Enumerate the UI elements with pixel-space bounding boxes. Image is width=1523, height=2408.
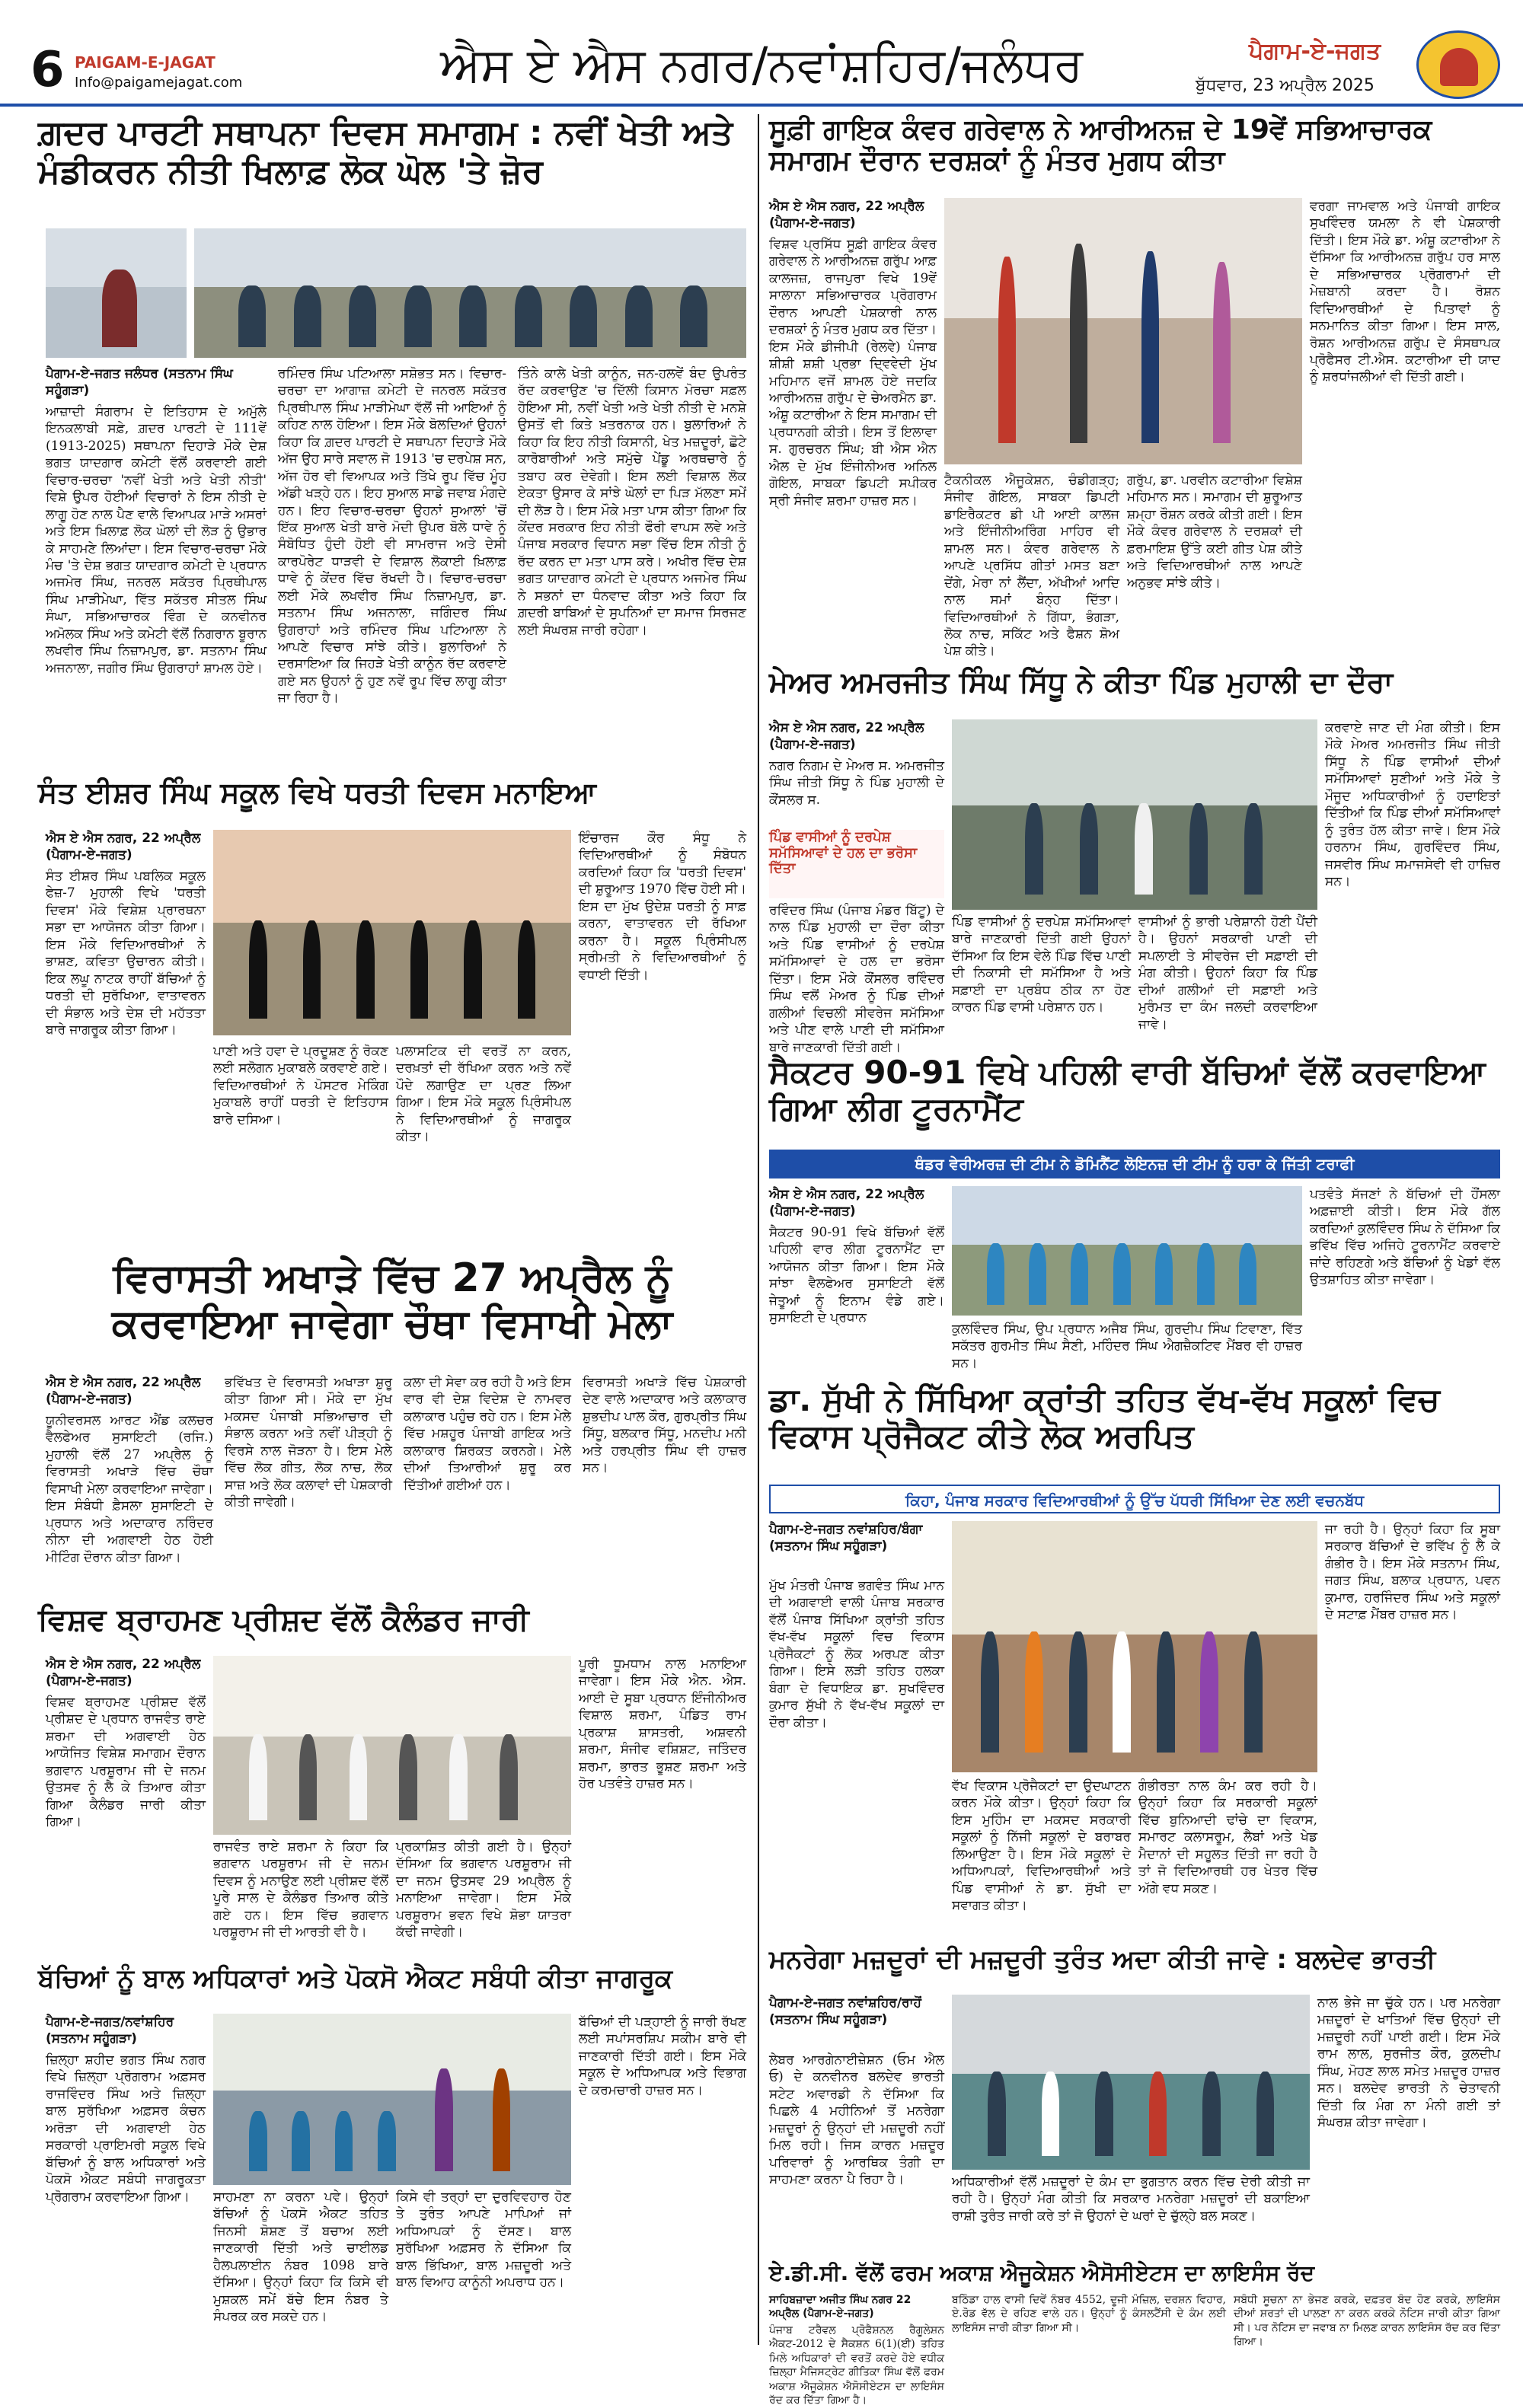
text-mgnrega-col3: ਨਾਲ ਭੇਜੇ ਜਾ ਚੁੱਕੇ ਹਨ। ਪਰ ਮਨਰੇਗਾ ਮਜ਼ਦੂਰਾਂ ਦੇ ਖਾਤਿਆਂ ਵਿੱਚ ਉਨ੍ਹਾਂ ਦੀ ਮਜ਼ਦੂਰੀ ਨਹੀਂ ਪਾਈ ਗਈ। ਇਸ ਮੌਕੇ ਰਾਮ ਲਾਲ, ਸੁਰਜੀਤ ਕੌਰ, ਕੁਲਦੀਪ ਸਿੰਘ, ਮੋਹਣ ਲਾਲ ਸਮੇਤ ਮਜ਼ਦੂਰ ਹਾਜ਼ਰ ਸਨ। ਬਲਦੇਵ ਭਾਰਤੀ ਨੇ ਚੇਤਾਵਨੀ ਦਿੱਤੀ ਕਿ ਮੰਗ ਨਾ ਮੰਨੀ ਗਈ ਤਾਂ ਸੰਘਰਸ਼ ਕੀਤਾ ਜਾਵੇਗਾ। [1317,1995,1500,2131]
column-divider [758,114,759,2345]
brand-name: ਪੈਗਾਮ-ਏ-ਜਗਤ [1249,38,1381,65]
text-sukhi-col1: ਮੁੱਖ ਮੰਤਰੀ ਪੰਜਾਬ ਭਗਵੰਤ ਸਿੰਘ ਮਾਨ ਦੀ ਅਗਵਾਈ ਵਾਲੀ ਪੰਜਾਬ ਸਰਕਾਰ ਵੱਲੋਂ ਪੰਜਾਬ ਸਿੱਖਿਆ ਕ੍ਰਾਂਤੀ ਤਹਿਤ ਵੱਖ-ਵੱਖ ਸਕੂਲਾਂ ਵਿਚ ਵਿਕਾਸ ਪ੍ਰੋਜੈਕਟਾਂ ਨੂੰ ਲੋਕ ਅਰਪਣ ਕੀਤਾ ਗਿਆ। ਇਸੇ ਲੜੀ ਤਹਿਤ ਹਲਕਾ ਬੰਗਾ ਦੇ ਵਿਧਾਇਕ ਡਾ. ਸੁਖਵਿੰਦਰ ਕੁਮਾਰ ਸੁੱਖੀ ਨੇ ਵੱਖ-ਵੱਖ ਸਕੂਲਾਂ ਦਾ ਦੌਰਾ ਕੀਤਾ। [769,1578,944,1730]
text-sufi-col3: ਗਰੁੱਪ, ਡਾ. ਪਰਵੀਨ ਕਟਾਰੀਆ ਵਿਸ਼ੇਸ਼ ਮਹਿਮਾਨ ਸਨ। ਸਮਾਗਮ ਦੀ ਸ਼ੁਰੂਆਤ ਸ਼ਮ੍ਹਾ ਰੌਸ਼ਨ ਕਰਕੇ ਕੀਤੀ ਗਈ। ਇਸ ਮੌਕੇ ਕੰਵਰ ਗਰੇਵਾਲ ਨੇ ਦਰਸ਼ਕਾਂ ਦੀ ਫ਼ਰਮਾਇਸ਼ ਉੱਤੇ ਕਈ ਗੀਤ ਪੇਸ਼ ਕੀਤੇ ਅਤੇ ਵਿਦਿਆਰਥੀਆਂ ਨਾਲ ਆਪਣੇ ਅਨੁਭਵ ਸਾਂਝੇ ਕੀਤੇ। [1127,473,1302,591]
byline-adc: ਸਾਹਿਬਜ਼ਾਦਾ ਅਜੀਤ ਸਿੰਘ ਨਗਰ 22 ਅਪ੍ਰੈਲ (ਪੈਗਾਮ-ਏ-ਜਗਤ) [769,2294,912,2320]
text-ghadar-col1: ਆਜ਼ਾਦੀ ਸੰਗਰਾਮ ਦੇ ਇਤਿਹਾਸ ਦੇ ਅਮੁੱਲੇ ਇਨਕਲਾਬੀ ਸਫ਼ੇ, ਗ਼ਦਰ ਪਾਰਟੀ ਦੇ 111ਵੇਂ (1913-2025) ਸਥਾਪਨਾ ਦਿਹਾੜੇ ਮੌਕੇ ਦੇਸ਼ ਭਗਤ ਯਾਦਗਾਰ ਕਮੇਟੀ ਵੱਲੋਂ ਕਰਵਾਈ ਗਈ ਵਿਚਾਰ-ਚਰਚਾ 'ਨਵੀਂ ਖੇਤੀ ਅਤੇ ਖੇਤੀ ਨੀਤੀ' ਵਿਸ਼ੇ ਉਪਰ ਹੋਈਆਂ ਵਿਚਾਰਾਂ ਨੇ ਇਸ ਨੀਤੀ ਦੇ ਲਾਗੂ ਹੋਣ ਨਾਲ ਪੈਣ ਵਾਲੇ ਵਿਆਪਕ ਮਾੜੇ ਅਸਰਾਂ ਅਤੇ ਇਸ ਖ਼ਿਲਾਫ਼ ਲੋਕ ਘੋਲਾਂ ਦੀ ਲੋੜ ਨੂੰ ਉਭਾਰ ਕੇ ਸਾਹਮਣੇ ਲਿਆਂਦਾ। ਇਸ ਵਿਚਾਰ-ਚਰਚਾ ਮੌਕੇ ਮੰਚ 'ਤੇ ਦੇਸ਼ ਭਗਤ ਯਾਦਗਾਰ ਕਮੇਟੀ ਦੇ ਪ੍ਰਧਾਨ ਅਜਮੇਰ ਸਿੰਘ, ਜਨਰਲ ਸਕੱਤਰ ਪ੍ਰਿਥੀਪਾਲ ਸਿੰਘ ਮਾੜੀਮੇਘਾ, ਵਿੱਤ ਸਕੱਤਰ ਸੀਤਲ ਸਿੰਘ ਸੰਘਾ, ਸਭਿਆਚਾਰਕ ਵਿੰਗ ਦੇ ਕਨਵੀਨਰ ਅਮੋਲਕ ਸਿੰਘ ਅਤੇ ਕਮੇਟੀ ਵੱਲੋਂ ਨਿਗਰਾਨ ਬੂਰਾਨ ਲਖਵੀਰ ਸਿੰਘ ਨਿਜ਼ਾਮਪੁਰ, ਡਾ. ਸਤਨਾਮ ਸਿੰਘ ਅਜਨਾਲਾ, ਜਗੀਰ ਸਿੰਘ ਉਗਰਾਹਾਂ ਸ਼ਾਮਲ ਹੋਏ। [46,404,267,676]
email-link[interactable]: Info@paigamejagat.com [75,75,243,91]
text-earth-col2: ਪਾਣੀ ਅਤੇ ਹਵਾ ਦੇ ਪ੍ਰਦੂਸ਼ਣ ਨੂੰ ਰੋਕਣ ਲਈ ਸਲੋਗਨ ਮੁਕਾਬਲੇ ਕਰਵਾਏ ਗਏ। ਵਿਦਿਆਰਥੀਆਂ ਨੇ ਪੋਸਟਰ ਮੇਕਿੰਗ ਮੁਕਾਬਲੇ ਰਾਹੀਂ ਧਰਤੀ ਦੇ ਇਤਿਹਾਸ ਬਾਰੇ ਦਸਿਆ। [213,1044,388,1127]
subhead-league: ਥੰਡਰ ਵੇਰੀਅਰਜ਼ ਦੀ ਟੀਮ ਨੇ ਡੋਮਿਨੈਂਟ ਲੋਇਨਜ਼ ਦੀ ਟੀਮ ਨੂੰ ਹਰਾ ਕੇ ਜਿੱਤੀ ਟਰਾਫੀ [769,1150,1500,1178]
text-ghadar-col2: ਰਮਿੰਦਰ ਸਿੰਘ ਪਟਿਆਲਾ ਸਸ਼ੋਭਤ ਸਨ। ਵਿਚਾਰ-ਚਰਚਾ ਦਾ ਆਗਾਜ਼ ਕਮੇਟੀ ਦੇ ਜਨਰਲ ਸਕੱਤਰ ਪ੍ਰਿਥੀਪਾਲ ਸਿੰਘ ਮਾੜੀਮੇਘਾ ਵੱਲੋਂ ਜੀ ਆਇਆਂ ਨੂੰ ਕਹਿਣ ਨਾਲ ਹੋਇਆ। ਇਸ ਮੌਕੇ ਬੋਲਦਿਆਂ ਉਹਨਾਂ ਕਿਹਾ ਕਿ ਗ਼ਦਰ ਪਾਰਟੀ ਦੇ ਸਥਾਪਨਾ ਦਿਹਾੜੇ ਮੌਕੇ ਅੱਜ ਉਹ ਸਾਰੇ ਸਵਾਲ ਜੋ 1913 'ਚ ਦਰਪੇਸ਼ ਸਨ, ਅੱਜ ਹੋਰ ਵੀ ਵਿਆਪਕ ਅਤੇ ਤਿੱਖੇ ਰੂਪ ਵਿੱਚ ਮੂੰਹ ਅੱਡੀ ਖੜ੍ਹੇ ਹਨ। ਇਹ ਸੁਆਲ ਸਾਡੇ ਜਵਾਬ ਮੰਗਦੇ ਹਨ। ਇਹ ਵਿਚਾਰ-ਚਰਚਾ ਉਹਨਾਂ ਸੁਆਲਾਂ 'ਚੋਂ ਇੱਕ ਸੁਆਲ ਖੇਤੀ ਬਾਰੇ ਮੋਦੀ ਉਪਰ ਬੋਲੇ ਧਾਵੇ ਨੂੰ ਸੰਬੋਧਿਤ ਹੁੰਦੀ ਹੋਈ ਵੀ ਸਾਮਰਾਜ ਅਤੇ ਦੇਸੀ ਕਾਰਪੋਰੇਟ ਧਾੜਵੀ ਦੇ ਵਿਸ਼ਾਲ ਲੋਕਾਈ ਖ਼ਿਲਾਫ਼ ਧਾਵੇ ਨੂੰ ਕੇਂਦਰ ਵਿੱਚ ਰੱਖਦੀ ਹੈ। ਵਿਚਾਰ-ਚਰਚਾ ਲਈ ਮੌਕੇ ਲਖਵੀਰ ਸਿੰਘ ਨਿਜ਼ਾਮਪੁਰ, ਡਾ. ਸਤਨਾਮ ਸਿੰਘ ਅਜਨਾਲਾ, ਜਗਿੰਦਰ ਸਿੰਘ ਉਗਰਾਹਾਂ ਅਤੇ ਰਮਿੰਦਰ ਸਿੰਘ ਪਟਿਆਲਾ ਨੇ ਆਪਣੇ ਵਿਚਾਰ ਸਾਂਝੇ ਕੀਤੇ। ਬੁਲਾਰਿਆਂ ਨੇ ਦਰਸਾਇਆ ਕਿ ਜਿਹੜੇ ਖੇਤੀ ਕਾਨੂੰਨ ਰੱਦ ਕਰਵਾਏ ਗਏ ਸਨ ਉਹਨਾਂ ਨੂੰ ਹੁਣ ਨਵੇਂ ਰੂਪ ਵਿੱਚ ਲਾਗੂ ਕੀਤਾ ਜਾ ਰਿਹਾ ਹੈ। [278,366,506,706]
text-earth-col1: ਸੰਤ ਈਸ਼ਰ ਸਿੰਘ ਪਬਲਿਕ ਸਕੂਲ ਫੇਜ਼-7 ਮੁਹਾਲੀ ਵਿਖੇ 'ਧਰਤੀ ਦਿਵਸ' ਮੌਕੇ ਵਿਸ਼ੇਸ਼ ਪ੍ਰਾਰਥਨਾ ਸਭਾ ਦਾ ਆਯੋਜਨ ਕੀਤਾ ਗਿਆ। ਇਸ ਮੌਕੇ ਵਿਦਿਆਰਥੀਆਂ ਨੇ ਭਾਸ਼ਣ, ਕਵਿਤਾ ਉਚਾਰਨ ਕੀਤੀ। ਇਕ ਲਘੂ ਨਾਟਕ ਰਾਹੀਂ ਬੱਚਿਆਂ ਨੂੰ ਧਰਤੀ ਦੀ ਸੁਰੱਖਿਆ, ਵਾਤਾਵਰਨ ਦੀ ਸੰਭਾਲ ਅਤੇ ਦੇਸ਼ ਦੀ ਮਹੱਤਤਾ ਬਾਰੇ ਜਾਗਰੂਕ ਕੀਤਾ ਗਿਆ। [46,869,206,1038]
text-calendar-col1: ਵਿਸ਼ਵ ਬ੍ਰਾਹਮਣ ਪ੍ਰੀਸ਼ਦ ਵੱਲੋਂ ਪ੍ਰੀਸ਼ਦ ਦੇ ਪ੍ਰਧਾਨ ਰਾਜਵੰਤ ਰਾਏ ਸ਼ਰਮਾ ਦੀ ਅਗਵਾਈ ਹੇਠ ਆਯੋਜਿਤ ਵਿਸ਼ੇਸ਼ ਸਮਾਗਮ ਦੌਰਾਨ ਭਗਵਾਨ ਪਰਸ਼ੂਰਾਮ ਜੀ ਦੇ ਜਨਮ ਉਤਸਵ ਨੂੰ ਲੈ ਕੇ ਤਿਆਰ ਕੀਤਾ ਗਿਆ ਕੈਲੰਡਰ ਜਾਰੀ ਕੀਤਾ ਗਿਆ। [46,1695,206,1830]
headline-earth-day: ਸੰਤ ਈਸ਼ਰ ਸਿੰਘ ਸਕੂਲ ਵਿਖੇ ਧਰਤੀ ਦਿਵਸ ਮਨਾਇਆ [38,776,596,809]
photo-pocso-class [213,2014,571,2185]
text-adc-col3: ਸਬੰਧੀ ਸੂਚਨਾ ਨਾ ਭੇਜਣ ਕਰਕੇ, ਦਫ਼ਤਰ ਬੰਦ ਹੋਣ ਕਰਕੇ, ਲਾਇਸੰਸ ਦੀਆਂ ਸ਼ਰਤਾਂ ਦੀ ਪਾਲਣਾ ਨਾ ਕਰਨ ਕਰਕੇ ਨੋਟਿਸ ਜਾਰੀ ਕੀਤਾ ਗਿਆ ਸੀ। ਪਰ ਨੋਟਿਸ ਦਾ ਜਵਾਬ ਨਾ ਮਿਲਣ ਕਾਰਨ ਲਾਇਸੰਸ ਰੱਦ ਕਰ ਦਿੱਤਾ ਗਿਆ। [1234,2294,1500,2349]
text-league-col3: ਪਤਵੰਤੇ ਸੱਜਣਾਂ ਨੇ ਬੱਚਿਆਂ ਦੀ ਹੌਂਸਲਾ ਅਫ਼ਜ਼ਾਈ ਕੀਤੀ। ਇਸ ਮੌਕੇ ਗੱਲ ਕਰਦਿਆਂ ਕੁਲਵਿੰਦਰ ਸਿੰਘ ਨੇ ਦੱਸਿਆ ਕਿ ਭਵਿੱਖ ਵਿੱਚ ਅਜਿਹੇ ਟੂਰਨਾਮੈਂਟ ਕਰਵਾਏ ਜਾਂਦੇ ਰਹਿਣਗੇ ਅਤੇ ਬੱਚਿਆਂ ਨੂੰ ਖੇਡਾਂ ਵੱਲ ਉਤਸ਼ਾਹਿਤ ਕੀਤਾ ਜਾਵੇਗਾ। [1310,1187,1500,1288]
text-earth-col4: ਇੰਚਾਰਜ ਕੌਰ ਸੰਧੂ ਨੇ ਵਿਦਿਆਰਥੀਆਂ ਨੂੰ ਸੰਬੋਧਨ ਕਰਦਿਆਂ ਕਿਹਾ ਕਿ 'ਧਰਤੀ ਦਿਵਸ' ਦੀ ਸ਼ੁਰੂਆਤ 1970 ਵਿੱਚ ਹੋਈ ਸੀ। ਇਸ ਦਾ ਮੁੱਖ ਉਦੇਸ਼ ਧਰਤੀ ਨੂੰ ਸਾਫ਼ ਕਰਨਾ, ਵਾਤਾਵਰਨ ਦੀ ਰੱਖਿਆ ਕਰਨਾ ਹੈ। ਸਕੂਲ ਪ੍ਰਿੰਸੀਪਲ ਸ੍ਰੀਮਤੀ ਨੇ ਵਿਦਿਆਰਥੀਆਂ ਨੂੰ ਵਧਾਈ ਦਿੱਤੀ। [579,831,746,983]
photo-speaker [46,228,187,358]
headline-league-tournament: ਸੈਕਟਰ 90-91 ਵਿਖੇ ਪਹਿਲੀ ਵਾਰੀ ਬੱਚਿਆਂ ਵੱਲੋਂ ਕਰਵਾਇਆ ਗਿਆ ਲੀਗ ਟੂਰਨਾਮੈਂਟ [769,1054,1486,1128]
text-calendar-col3: ਪ੍ਰਕਾਸ਼ਿਤ ਕੀਤੀ ਗਈ ਹੈ। ਉਨ੍ਹਾਂ ਦੱਸਿਆ ਕਿ ਭਗਵਾਨ ਪਰਸ਼ੂਰਾਮ ਜੀ ਦਾ ਜਨਮ ਉਤਸਵ 29 ਅਪ੍ਰੈਲ ਨੂੰ ਮਨਾਇਆ ਜਾਵੇਗਾ। ਇਸ ਮੌਕੇ ਪਰਸ਼ੂਰਾਮ ਭਵਨ ਵਿਖੇ ਸ਼ੋਭਾ ਯਾਤਰਾ ਕੱਢੀ ਜਾਵੇਗੀ। [396,1839,571,1941]
text-sukhi-col3: ਗੰਭੀਰਤਾ ਨਾਲ ਕੰਮ ਕਰ ਰਹੀ ਹੈ। ਉਨ੍ਹਾਂ ਕਿਹਾ ਕਿ ਸਰਕਾਰੀ ਸਕੂਲਾਂ ਵਿੱਚ ਬੁਨਿਆਦੀ ਢਾਂਚੇ ਦਾ ਵਿਕਾਸ, ਸਮਾਰਟ ਕਲਾਸਰੂਮ, ਲੈਬਾਂ ਅਤੇ ਖੇਡ ਮੈਦਾਨਾਂ ਦੀ ਸਹੂਲਤ ਦਿੱਤੀ ਜਾ ਰਹੀ ਹੈ ਤਾਂ ਜੋ ਵਿਦਿਆਰਥੀ ਹਰ ਖੇਤਰ ਵਿੱਚ ਅੱਗੇ ਵਧ ਸਕਣ। [1138,1778,1317,1896]
text-mgnrega-col1: ਲੇਬਰ ਆਰਗੇਨਾਈਜ਼ੇਸ਼ਨ (ਓਮ ਐਲ ਓ) ਦੇ ਕਨਵੀਨਰ ਬਲਦੇਵ ਭਾਰਤੀ ਸਟੇਟ ਅਵਾਰਡੀ ਨੇ ਦੱਸਿਆ ਕਿ ਪਿਛਲੇ 4 ਮਹੀਨਿਆਂ ਤੋਂ ਮਨਰੇਗਾ ਮਜ਼ਦੂਰਾਂ ਨੂੰ ਉਨ੍ਹਾਂ ਦੀ ਮਜ਼ਦੂਰੀ ਨਹੀਂ ਮਿਲ ਰਹੀ। ਜਿਸ ਕਾਰਨ ਮਜ਼ਦੂਰ ਪਰਿਵਾਰਾਂ ਨੂੰ ਆਰਥਿਕ ਤੰਗੀ ਦਾ ਸਾਹਮਣਾ ਕਰਨਾ ਪੈ ਰਿਹਾ ਹੈ। [769,2052,944,2188]
text-mgnrega-col2: ਅਧਿਕਾਰੀਆਂ ਵੱਲੋਂ ਮਜ਼ਦੂਰਾਂ ਦੇ ਕੰਮ ਦਾ ਭੁਗਤਾਨ ਕਰਨ ਵਿੱਚ ਦੇਰੀ ਕੀਤੀ ਜਾ ਰਹੀ ਹੈ। ਉਨ੍ਹਾਂ ਮੰਗ ਕੀਤੀ ਕਿ ਸਰਕਾਰ ਮਨਰੇਗਾ ਮਜ਼ਦੂਰਾਂ ਦੀ ਬਕਾਇਆ ਰਾਸ਼ੀ ਤੁਰੰਤ ਜਾਰੀ ਕਰੇ ਤਾਂ ਜੋ ਉਹਨਾਂ ਦੇ ਘਰਾਂ ਦੇ ਚੁੱਲ੍ਹੇ ਬਲ ਸਕਣ। [952,2174,1310,2224]
text-ghadar-col3: ਤਿੰਨੇ ਕਾਲੇ ਖੇਤੀ ਕਾਨੂੰਨ, ਜਨ-ਹਲਵੇਂ ਬੰਦ ਉਪਰੰਤ ਰੱਦ ਕਰਵਾਉਣ 'ਚ ਦਿੱਲੀ ਕਿਸਾਨ ਮੋਰਚਾ ਸਫ਼ਲ ਹੋਇਆ ਸੀ, ਨਵੀਂ ਖੇਤੀ ਅਤੇ ਖੇਤੀ ਨੀਤੀ ਦੇ ਮਨਸ਼ੇ ਉਸਤੋਂ ਵੀ ਕਿਤੇ ਖ਼ਤਰਨਾਕ ਹਨ। ਬੁਲਾਰਿਆਂ ਨੇ ਕਿਹਾ ਕਿ ਇਹ ਨੀਤੀ ਕਿਸਾਨੀ, ਖੇਤ ਮਜ਼ਦੂਰਾਂ, ਛੋਟੇ ਕਾਰੋਬਾਰੀਆਂ ਅਤੇ ਸਮੁੱਚੇ ਪੇਂਡੂ ਅਰਥਚਾਰੇ ਨੂੰ ਤਬਾਹ ਕਰ ਦੇਵੇਗੀ। ਇਸ ਲਈ ਵਿਸ਼ਾਲ ਲੋਕ ਏਕਤਾ ਉਸਾਰ ਕੇ ਸਾਂਝੇ ਘੋਲਾਂ ਦਾ ਪਿੜ ਮੱਲਣਾ ਸਮੇਂ ਦੀ ਲੋੜ ਹੈ। ਇਸ ਮੌਕੇ ਮਤਾ ਪਾਸ ਕੀਤਾ ਗਿਆ ਕਿ ਕੇਂਦਰ ਸਰਕਾਰ ਇਹ ਨੀਤੀ ਫੌਰੀ ਵਾਪਸ ਲਵੇ ਅਤੇ ਪੰਜਾਬ ਸਰਕਾਰ ਵਿਧਾਨ ਸਭਾ ਵਿੱਚ ਇਸ ਨੀਤੀ ਨੂੰ ਰੱਦ ਕਰਨ ਦਾ ਮਤਾ ਪਾਸ ਕਰੇ। ਅਖੀਰ ਵਿੱਚ ਦੇਸ਼ ਭਗਤ ਯਾਦਗਾਰ ਕਮੇਟੀ ਦੇ ਪ੍ਰਧਾਨ ਅਜਮੇਰ ਸਿੰਘ ਨੇ ਸਭਨਾਂ ਦਾ ਧੰਨਵਾਦ ਕੀਤਾ ਅਤੇ ਕਿਹਾ ਕਿ ਗ਼ਦਰੀ ਬਾਬਿਆਂ ਦੇ ਸੁਪਨਿਆਂ ਦਾ ਸਮਾਜ ਸਿਰਜਣ ਲਈ ਸੰਘਰਸ਼ ਜਾਰੀ ਰਹੇਗਾ। [518,366,746,638]
text-adc-col2: ਬਠਿੰਡਾ ਹਾਲ ਵਾਸੀ ਦਿਵੇਂ ਨੰਬਰ 4552, ਦੂਜੀ ਮੰਜ਼ਿਲ, ਦਰਸ਼ਨ ਵਿਹਾਰ, ਏ.ਰੋਡ ਵੱਲ ਦੇ ਰਹਿਣ ਵਾਲੇ ਹਨ। ਉਨ੍ਹਾਂ ਨੂੰ ਕੰਸਲਟੈਂਸੀ ਦੇ ਕੰਮ ਲਈ ਲਾਇਸੰਸ ਜਾਰੀ ਕੀਤਾ ਗਿਆ ਸੀ। [952,2294,1226,2334]
photo-mgnrega [952,1995,1310,2170]
byline-pocso: ਪੈਗਾਮ-ਏ-ਜਗਤ/ਨਵਾਂਸ਼ਹਿਰ (ਸਤਨਾਮ ਸਹੂੰਗੜਾ) [46,2014,174,2047]
text-sufi-col4: ਵਰਗਾ ਜਾਮਵਾਲ ਅਤੇ ਪੰਜਾਬੀ ਗਾਇਕ ਸੁਖਵਿੰਦਰ ਯਮਲਾ ਨੇ ਵੀ ਪੇਸ਼ਕਾਰੀ ਦਿੱਤੀ। ਇਸ ਮੌਕੇ ਡਾ. ਅੰਸ਼ੂ ਕਟਾਰੀਆ ਨੇ ਦੱਸਿਆ ਕਿ ਆਰੀਅਨਜ਼ ਗਰੁੱਪ ਹਰ ਸਾਲ ਦੇ ਸਭਿਆਚਾਰਕ ਪ੍ਰੋਗਰਾਮਾਂ ਦੀ ਮੇਜ਼ਬਾਨੀ ਕਰਦਾ ਹੈ। ਰੋਸ਼ਨ ਵਿਦਿਆਰਥੀਆਂ ਦੇ ਪਿਤਾਵਾਂ ਨੂੰ ਸਨਮਾਨਿਤ ਕੀਤਾ ਗਿਆ। ਇਸ ਸਾਲ, ਰੋਸ਼ਨ ਆਰੀਅਨਜ਼ ਗਰੁੱਪ ਦੇ ਸੰਸਥਾਪਕ ਪ੍ਰੋਫੈਸਰ ਟੀ.ਐਸ. ਕਟਾਰੀਆ ਦੀ ਯਾਦ ਨੂੰ ਸ਼ਰਧਾਂਜਲੀਆਂ ਵੀ ਦਿੱਤੀ ਗਈ। [1310,199,1500,385]
text-sufi-col1: ਵਿਸ਼ਵ ਪ੍ਰਸਿੱਧ ਸੂਫ਼ੀ ਗਾਇਕ ਕੰਵਰ ਗਰੇਵਾਲ ਨੇ ਆਰੀਅਨਜ਼ ਗਰੁੱਪ ਆਫ਼ ਕਾਲਜਜ਼, ਰਾਜਪੁਰਾ ਵਿਖੇ 19ਵੇਂ ਸਾਲਾਨਾ ਸਭਿਆਚਾਰਕ ਪ੍ਰੋਗਰਾਮ ਦੌਰਾਨ ਆਪਣੀ ਪੇਸ਼ਕਾਰੀ ਨਾਲ ਦਰਸ਼ਕਾਂ ਨੂੰ ਮੰਤਰ ਮੁਗਧ ਕਰ ਦਿੱਤਾ। ਇਸ ਮੌਕੇ ਡੀਜੀਪੀ (ਰੇਲਵੇ) ਪੰਜਾਬ ਸ਼ੀਸ਼ੀ ਸ਼ਸ਼ੀ ਪ੍ਰਭਾ ਦ੍ਵਿਵੇਦੀ ਮੁੱਖ ਮਹਿਮਾਨ ਵਜੋਂ ਸ਼ਾਮਲ ਹੋਏ ਜਦਕਿ ਆਰੀਅਨਜ਼ ਗਰੁੱਪ ਦੇ ਚੇਅਰਮੈਨ ਡਾ. ਅੰਸ਼ੂ ਕਟਾਰੀਆ ਨੇ ਇਸ ਸਮਾਗਮ ਦੀ ਪ੍ਰਧਾਨਗੀ ਕੀਤੀ। ਇਸ ਤੋਂ ਇਲਾਵਾ ਸ. ਗੁਰਚਰਨ ਸਿੰਘ; ਬੀ ਐਸ ਐਨ ਐਲ ਦੇ ਮੁੱਖ ਇੰਜੀਨੀਅਰ ਅਨਿਲ ਗੋਇਲ, ਸਾਬਕਾ ਡਿਪਟੀ ਸਪੀਕਰ ਸ੍ਰੀ ਸੰਜੀਵ ਸ਼ਰਮਾ ਹਾਜ਼ਰ ਸਨ। [769,237,937,509]
photo-calendar-release [213,1656,571,1835]
text-vaisakhi-col2: ਭਵਿੱਖਤ ਦੇ ਵਿਰਾਸਤੀ ਅਖਾੜਾ ਸ਼ੁਰੂ ਕੀਤਾ ਗਿਆ ਸੀ। ਮੌਕੇ ਦਾ ਮੁੱਖ ਮਕਸਦ ਪੰਜਾਬੀ ਸਭਿਆਚਾਰ ਦੀ ਸੰਭਾਲ ਕਰਨਾ ਅਤੇ ਨਵੀਂ ਪੀੜ੍ਹੀ ਨੂੰ ਵਿਰਸੇ ਨਾਲ ਜੋੜਨਾ ਹੈ। ਇਸ ਮੇਲੇ ਵਿੱਚ ਲੋਕ ਗੀਤ, ਲੋਕ ਨਾਚ, ਲੋਕ ਸਾਜ਼ ਅਤੇ ਲੋਕ ਕਲਾਵਾਂ ਦੀ ਪੇਸ਼ਕਾਰੀ ਕੀਤੀ ਜਾਵੇਗੀ। [225,1375,392,1510]
text-mayor-col2: ਪਿੰਡ ਵਾਸੀਆਂ ਨੂੰ ਦਰਪੇਸ਼ ਸਮੱਸਿਆਵਾਂ ਬਾਰੇ ਜਾਣਕਾਰੀ ਦਿੱਤੀ ਗਈ ਉਹਨਾਂ ਦੱਸਿਆ ਕਿ ਇਸ ਵੇਲੇ ਪਿੰਡ ਵਿੱਚ ਪਾਣੀ ਦੀ ਨਿਕਾਸੀ ਦੀ ਸਮੱਸਿਆ ਹੈ ਅਤੇ ਸਫ਼ਾਈ ਦਾ ਪ੍ਰਬੰਧ ਠੀਕ ਨਾ ਹੋਣ ਕਾਰਨ ਪਿੰਡ ਵਾਸੀ ਪਰੇਸ਼ਾਨ ਹਨ। [952,914,1131,1016]
photo-dr-sukhi [952,1521,1317,1772]
text-adc-col1: ਪੰਜਾਬ ਟਰੈਵਲ ਪ੍ਰੋਫੈਸ਼ਨਲ ਰੈਗੂਲੇਸ਼ਨ ਐਕਟ-2012 ਦੇ ਸੈਕਸ਼ਨ 6(1)(ਈ) ਤਹਿਤ ਮਿਲੇ ਅਧਿਕਾਰਾਂ ਦੀ ਵਰਤੋਂ ਕਰਦੇ ਹੋਏ ਵਧੀਕ ਜ਼ਿਲ੍ਹਾ ਮੈਜਿਸਟ੍ਰੇਟ ਗੀਤਿਕਾ ਸਿੰਘ ਵੱਲੋਂ ਫਰਮ ਅਕਾਸ਼ ਐਜੂਕੇਸ਼ਨ ਐਸੋਸੀਏਟਸ ਦਾ ਲਾਇਸੰਸ ਰੱਦ ਕਰ ਦਿੱਤਾ ਗਿਆ ਹੈ। [769,2324,944,2407]
byline-earth-day: ਐਸ ਏ ਐਸ ਨਗਰ, 22 ਅਪ੍ਰੈਲ (ਪੈਗਾਮ-ਏ-ਜਗਤ) [46,831,201,863]
photo-audience [194,228,746,358]
kicker-mayor: ਪਿੰਡ ਵਾਸੀਆਂ ਨੂੰ ਦਰਪੇਸ਼ ਸਮੱਸਿਆਵਾਂ ਦੇ ਹਲ ਦਾ ਭਰੋਸਾ ਦਿੱਤਾ [769,830,944,898]
text-pocso-col1: ਜ਼ਿਲ੍ਹਾ ਸ਼ਹੀਦ ਭਗਤ ਸਿੰਘ ਨਗਰ ਵਿਖੇ ਜ਼ਿਲ੍ਹਾ ਪ੍ਰੋਗਰਾਮ ਅਫ਼ਸਰ ਰਾਜਵਿੰਦਰ ਸਿੰਘ ਅਤੇ ਜ਼ਿਲ੍ਹਾ ਬਾਲ ਸੁਰੱਖਿਆ ਅਫ਼ਸਰ ਕੰਚਨ ਅਰੋੜਾ ਦੀ ਅਗਵਾਈ ਹੇਠ ਸਰਕਾਰੀ ਪ੍ਰਾਇਮਰੀ ਸਕੂਲ ਵਿਖੇ ਬੱਚਿਆਂ ਨੂੰ ਬਾਲ ਅਧਿਕਾਰਾਂ ਅਤੇ ਪੋਕਸੋ ਐਕਟ ਸਬੰਧੀ ਜਾਗਰੂਕਤਾ ਪ੍ਰੋਗਰਾਮ ਕਰਵਾਇਆ ਗਿਆ। [46,2052,206,2205]
text-sufi-col2: ਟੈਕਨੀਕਲ ਐਜੂਕੇਸ਼ਨ, ਚੰਡੀਗੜ੍ਹ; ਸੰਜੀਵ ਗੋਇਲ, ਸਾਬਕਾ ਡਿਪਟੀ ਡਾਇਰੈਕਟਰ ਡੀ ਪੀ ਆਈ ਕਾਲਜ ਅਤੇ ਇੰਜੀਨੀਅਰਿੰਗ ਮਾਹਿਰ ਵੀ ਸ਼ਾਮਲ ਸਨ। ਕੰਵਰ ਗਰੇਵਾਲ ਨੇ ਆਪਣੇ ਪ੍ਰਸਿੱਧ ਗੀਤਾਂ ਮਸਤ ਬਣਾ ਦੇਂਗੇ, ਮੇਰਾ ਨਾਂ ਲੈਂਦਾ, ਅੱਖੀਆਂ ਆਦਿ ਨਾਲ ਸਮਾਂ ਬੰਨ੍ਹ ਦਿੱਤਾ। ਵਿਦਿਆਰਥੀਆਂ ਨੇ ਗਿੱਧਾ, ਭੰਗੜਾ, ਲੋਕ ਨਾਚ, ਸਕਿੱਟ ਅਤੇ ਫੈਸ਼ਨ ਸ਼ੋਅ ਪੇਸ਼ ਕੀਤੇ। [944,473,1119,659]
photo-mayor-visit [952,719,1317,910]
text-earth-col3: ਪਲਾਸਟਿਕ ਦੀ ਵਰਤੋਂ ਨਾ ਕਰਨ, ਦਰਖ਼ਤਾਂ ਦੀ ਰੱਖਿਆ ਕਰਨ ਅਤੇ ਨਵੇਂ ਪੌਦੇ ਲਗਾਉਣ ਦਾ ਪ੍ਰਣ ਲਿਆ ਗਿਆ। ਇਸ ਮੌਕੇ ਸਕੂਲ ਪ੍ਰਿੰਸੀਪਲ ਨੇ ਵਿਦਿਆਰਥੀਆਂ ਨੂੰ ਜਾਗਰੂਕ ਕੀਤਾ। [396,1044,571,1145]
page-number: 6 [30,42,65,98]
paper-name-small: PAIGAM-E-JAGAT [75,53,216,72]
text-vaisakhi-col3: ਕਲਾ ਦੀ ਸੇਵਾ ਕਰ ਰਹੀ ਹੈ ਅਤੇ ਇਸ ਵਾਰ ਵੀ ਦੇਸ਼ ਵਿਦੇਸ਼ ਦੇ ਨਾਮਵਰ ਕਲਾਕਾਰ ਪਹੁੰਚ ਰਹੇ ਹਨ। ਇਸ ਮੇਲੇ ਵਿੱਚ ਮਸ਼ਹੂਰ ਪੰਜਾਬੀ ਗਾਇਕ ਅਤੇ ਕਲਾਕਾਰ ਸ਼ਿਰਕਤ ਕਰਨਗੇ। ਮੇਲੇ ਦੀਆਂ ਤਿਆਰੀਆਂ ਸ਼ੁਰੂ ਕਰ ਦਿੱਤੀਆਂ ਗਈਆਂ ਹਨ। [404,1375,571,1493]
text-league-col1: ਸੈਕਟਰ 90-91 ਵਿਖੇ ਬੱਚਿਆਂ ਵੱਲੋਂ ਪਹਿਲੀ ਵਾਰ ਲੀਗ ਟੂਰਨਾਮੈਂਟ ਦਾ ਆਯੋਜਨ ਕੀਤਾ ਗਿਆ। ਇਸ ਮੌਕੇ ਸਾਂਝਾ ਵੈਲਫੇਅਰ ਸੁਸਾਇਟੀ ਵੱਲੋਂ ਜੇਤੂਆਂ ਨੂੰ ਇਨਾਮ ਵੰਡੇ ਗਏ। ਸੁਸਾਇਟੀ ਦੇ ਪ੍ਰਧਾਨ [769,1225,944,1326]
photo-earth-day [213,830,571,1035]
byline-sufi-singer: ਐਸ ਏ ਐਸ ਨਗਰ, 22 ਅਪ੍ਰੈਲ (ਪੈਗਾਮ-ਏ-ਜਗਤ) [769,199,924,231]
text-mayor-intro: ਨਗਰ ਨਿਗਮ ਦੇ ਮੇਅਰ ਸ. ਅਮਰਜੀਤ ਸਿੰਘ ਜੀਤੀ ਸਿੱਧੂ ਨੇ ਪਿੰਡ ਮੁਹਾਲੀ ਦੇ ਕੌਂਸਲਰ ਸ. [769,758,944,808]
byline-mgnrega: ਪੈਗਾਮ-ਏ-ਜਗਤ ਨਵਾਂਸ਼ਹਿਰ/ਰਾਹੋਂ (ਸਤਨਾਮ ਸਿੰਘ ਸਹੂੰਗੜਾ) [769,1995,921,2028]
paper-logo-icon [1416,30,1500,99]
headline-mayor-visit: ਮੇਅਰ ਅਮਰਜੀਤ ਸਿੰਘ ਸਿੱਧੂ ਨੇ ਕੀਤਾ ਪਿੰਡ ਮੁਹਾਲੀ ਦਾ ਦੌਰਾ [769,665,1394,699]
text-sukhi-col4: ਜਾ ਰਹੀ ਹੈ। ਉਨ੍ਹਾਂ ਕਿਹਾ ਕਿ ਸੂਬਾ ਸਰਕਾਰ ਬੱਚਿਆਂ ਦੇ ਭਵਿੱਖ ਨੂੰ ਲੈ ਕੇ ਗੰਭੀਰ ਹੈ। ਇਸ ਮੌਕੇ ਸਤਨਾਮ ਸਿੰਘ, ਜਗਤ ਸਿੰਘ, ਬਲਾਕ ਪ੍ਰਧਾਨ, ਪਵਨ ਕੁਮਾਰ, ਹਰਜਿੰਦਰ ਸਿੰਘ ਅਤੇ ਸਕੂਲਾਂ ਦੇ ਸਟਾਫ਼ ਮੈਂਬਰ ਹਾਜ਼ਰ ਸਨ। [1325,1522,1500,1623]
headline-dr-sukhi: ਡਾ. ਸੁੱਖੀ ਨੇ ਸਿੱਖਿਆ ਕ੍ਰਾਂਤੀ ਤਹਿਤ ਵੱਖ-ਵੱਖ ਸਕੂਲਾਂ ਵਿਚ ਵਿਕਾਸ ਪ੍ਰੋਜੈਕਟ ਕੀਤੇ ਲੋਕ ਅਰਪਿਤ [769,1381,1440,1456]
byline-ghadar: ਪੈਗਾਮ-ਏ-ਜਗਤ ਜਲੰਧਰ (ਸਤਨਾਮ ਸਿੰਘ ਸਹੂੰਗੜਾ) [46,366,233,399]
byline-vaisakhi: ਐਸ ਏ ਐਸ ਨਗਰ, 22 ਅਪ੍ਰੈਲ (ਪੈਗਾਮ-ਏ-ਜਗਤ) [46,1375,201,1408]
byline-calendar: ਐਸ ਏ ਐਸ ਨਗਰ, 22 ਅਪ੍ਰੈਲ (ਪੈਗਾਮ-ਏ-ਜਗਤ) [46,1657,201,1689]
region-title: ਐਸ ਏ ਐਸ ਨਗਰ/ਨਵਾਂਸ਼ਹਿਰ/ਜਲੰਧਰ [439,37,1084,92]
text-pocso-col3: ਕਿਸੇ ਵੀ ਤਰ੍ਹਾਂ ਦਾ ਦੁਰਵਿਵਹਾਰ ਹੋਣ ਤੇ ਤੁਰੰਤ ਆਪਣੇ ਮਾਪਿਆਂ ਜਾਂ ਅਧਿਆਪਕਾਂ ਨੂੰ ਦੱਸਣ। ਬਾਲ ਸੁਰੱਖਿਆ ਅਫ਼ਸਰ ਨੇ ਦੱਸਿਆ ਕਿ ਬਾਲ ਭਿੱਖਿਆ, ਬਾਲ ਮਜ਼ਦੂਰੀ ਅਤੇ ਬਾਲ ਵਿਆਹ ਕਾਨੂੰਨੀ ਅਪਰਾਧ ਹਨ। [396,2190,571,2291]
text-mayor-col3: ਵਾਸੀਆਂ ਨੂੰ ਭਾਰੀ ਪਰੇਸ਼ਾਨੀ ਹੋਣੀ ਪੈਂਦੀ ਹੈ। ਉਹਨਾਂ ਸਰਕਾਰੀ ਪਾਣੀ ਦੀ ਸਪਲਾਈ ਤੇ ਸੀਵਰੇਜ ਦੀ ਸਫ਼ਾਈ ਦੀ ਮੰਗ ਕੀਤੀ। ਉਹਨਾਂ ਕਿਹਾ ਕਿ ਪਿੰਡ ਦੀਆਂ ਗਲੀਆਂ ਦੀ ਸਫ਼ਾਈ ਅਤੇ ਮੁਰੰਮਤ ਦਾ ਕੰਮ ਜਲਦੀ ਕਰਵਾਇਆ ਜਾਵੇ। [1138,914,1317,1032]
headline-mgnrega: ਮਨਰੇਗਾ ਮਜ਼ਦੂਰਾਂ ਦੀ ਮਜ਼ਦੂਰੀ ਤੁਰੰਤ ਅਦਾ ਕੀਤੀ ਜਾਵੇ : ਬਲਦੇਵ ਭਾਰਤੀ [769,1944,1436,1975]
issue-date: ਬੁੱਧਵਾਰ, 23 ਅਪ੍ਰੈਲ 2025 [1196,76,1375,95]
text-calendar-col2: ਰਾਜਵੰਤ ਰਾਏ ਸ਼ਰਮਾ ਨੇ ਕਿਹਾ ਕਿ ਭਗਵਾਨ ਪਰਸ਼ੂਰਾਮ ਜੀ ਦੇ ਜਨਮ ਦਿਵਸ ਨੂੰ ਮਨਾਉਣ ਲਈ ਪ੍ਰੀਸ਼ਦ ਵੱਲੋਂ ਪੂਰੇ ਸਾਲ ਦੇ ਕੈਲੰਡਰ ਤਿਆਰ ਕੀਤੇ ਗਏ ਹਨ। ਇਸ ਵਿੱਚ ਭਗਵਾਨ ਪਰਸ਼ੂਰਾਮ ਜੀ ਦੀ ਆਰਤੀ ਵੀ ਹੈ। [213,1839,388,1941]
text-calendar-col4: ਪੂਰੀ ਧੂਮਧਾਮ ਨਾਲ ਮਨਾਇਆ ਜਾਵੇਗਾ। ਇਸ ਮੌਕੇ ਐਨ. ਐਸ. ਆਈ ਦੇ ਸੂਬਾ ਪ੍ਰਧਾਨ ਇੰਜੀਨੀਅਰ ਵਿਸ਼ਾਲ ਸ਼ਰਮਾ, ਪੰਡਿਤ ਰਾਮ ਪ੍ਰਕਾਸ਼ ਸ਼ਾਸਤਰੀ, ਅਸ਼ਵਨੀ ਸ਼ਰਮਾ, ਸੰਜੀਵ ਵਸ਼ਿਸ਼ਟ, ਜਤਿੰਦਰ ਸ਼ਰਮਾ, ਭਾਰਤ ਭੂਸ਼ਣ ਸ਼ਰਮਾ ਅਤੇ ਹੋਰ ਪਤਵੰਤੇ ਹਾਜ਼ਰ ਸਨ। [579,1657,746,1792]
subhead-dr-sukhi: ਕਿਹਾ, ਪੰਜਾਬ ਸਰਕਾਰ ਵਿਦਿਆਰਥੀਆਂ ਨੂੰ ਉੱਚ ਪੱਧਰੀ ਸਿੱਖਿਆ ਦੇਣ ਲਈ ਵਚਨਬੱਧ [769,1485,1500,1513]
photo-sufi-singer [944,198,1302,464]
byline-dr-sukhi: ਪੈਗਾਮ-ਏ-ਜਗਤ ਨਵਾਂਸ਼ਹਿਰ/ਬੰਗਾ (ਸਤਨਾਮ ਸਿੰਘ ਸਹੂੰਗੜਾ) [769,1522,923,1555]
text-mayor-col4: ਕਰਵਾਏ ਜਾਣ ਦੀ ਮੰਗ ਕੀਤੀ। ਇਸ ਮੌਕੇ ਮੇਅਰ ਅਮਰਜੀਤ ਸਿੰਘ ਜੀਤੀ ਸਿੱਧੂ ਨੇ ਪਿੰਡ ਵਾਸੀਆਂ ਦੀਆਂ ਸਮੱਸਿਆਵਾਂ ਸੁਣੀਆਂ ਅਤੇ ਮੌਕੇ ਤੇ ਮੌਜੂਦ ਅਧਿਕਾਰੀਆਂ ਨੂੰ ਹਦਾਇਤਾਂ ਦਿੱਤੀਆਂ ਕਿ ਪਿੰਡ ਦੀਆਂ ਸਮੱਸਿਆਵਾਂ ਨੂੰ ਤੁਰੰਤ ਹੱਲ ਕੀਤਾ ਜਾਵੇ। ਇਸ ਮੌਕੇ ਹਰਨਾਮ ਸਿੰਘ, ਗੁਰਵਿੰਦਰ ਸਿੰਘ, ਜਸਵੀਰ ਸਿੰਘ ਸਮਾਜਸੇਵੀ ਵੀ ਹਾਜ਼ਿਰ ਸਨ। [1325,720,1500,889]
headline-sufi-singer: ਸੂਫ਼ੀ ਗਾਇਕ ਕੰਵਰ ਗਰੇਵਾਲ ਨੇ ਆਰੀਅਨਜ਼ ਦੇ 19ਵੇਂ ਸਭਿਆਚਾਰਕ ਸਮਾਗਮ ਦੌਰਾਨ ਦਰਸ਼ਕਾਂ ਨੂੰ ਮੰਤਰ ਮੁਗਧ ਕੀਤਾ [769,114,1432,177]
headline-adc-license: ਏ.ਡੀ.ਸੀ. ਵੱਲੋਂ ਫਰਮ ਅਕਾਸ਼ ਐਜੂਕੇਸ਼ਨ ਐਸੋਸੀਏਟਸ ਦਾ ਲਾਇਸੰਸ ਰੱਦ [769,2260,1315,2285]
text-league-col2: ਕੁਲਵਿੰਦਰ ਸਿੰਘ, ਉਪ ਪ੍ਰਧਾਨ ਅਜੈਬ ਸਿੰਘ, ਗੁਰਦੀਪ ਸਿੰਘ ਟਿਵਾਣਾ, ਵਿੱਤ ਸਕੱਤਰ ਗੁਰਮੀਤ ਸਿੰਘ ਸੈਣੀ, ਮਹਿੰਦਰ ਸਿੰਘ ਐਗਜ਼ੈਕਟਿਵ ਮੈਂਬਰ ਵੀ ਹਾਜ਼ਰ ਸਨ। [952,1322,1302,1371]
byline-league: ਐਸ ਏ ਐਸ ਨਗਰ, 22 ਅਪ੍ਰੈਲ (ਪੈਗਾਮ-ਏ-ਜਗਤ) [769,1187,924,1220]
text-vaisakhi-col4: ਵਿਰਾਸਤੀ ਅਖਾੜੇ ਵਿੱਚ ਪੇਸ਼ਕਾਰੀ ਦੇਣ ਵਾਲੇ ਅਦਾਕਾਰ ਅਤੇ ਕਲਾਕਾਰ ਸ਼ੁਭਦੀਪ ਪਾਲ ਕੌਰ, ਗੁਰਪ੍ਰੀਤ ਸਿੰਘ ਸਿੱਧੂ, ਬਲਕਾਰ ਸਿੱਧੂ, ਮਨਦੀਪ ਮਨੀ ਅਤੇ ਹਰਪ੍ਰੀਤ ਸਿੰਘ ਵੀ ਹਾਜ਼ਰ ਸਨ। [583,1375,746,1476]
text-vaisakhi-col1: ਯੂਨੀਵਰਸਲ ਆਰਟ ਐਂਡ ਕਲਚਰ ਵੈਲਫੇਅਰ ਸੁਸਾਇਟੀ (ਰਜਿ.) ਮੁਹਾਲੀ ਵੱਲੋਂ 27 ਅਪ੍ਰੈਲ ਨੂੰ ਵਿਰਾਸਤੀ ਅਖਾੜੇ ਵਿੱਚ ਚੌਥਾ ਵਿਸਾਖੀ ਮੇਲਾ ਕਰਵਾਇਆ ਜਾਵੇਗਾ। ਇਸ ਸੰਬੰਧੀ ਫ਼ੈਸਲਾ ਸੁਸਾਇਟੀ ਦੇ ਪ੍ਰਧਾਨ ਅਤੇ ਅਦਾਕਾਰ ਨਰਿੰਦਰ ਨੀਨਾ ਦੀ ਅਗਵਾਈ ਹੇਠ ਹੋਈ ਮੀਟਿੰਗ ਦੌਰਾਨ ਕੀਤਾ ਗਿਆ। [46,1413,213,1565]
headline-vaisakhi-mela: ਵਿਰਾਸਤੀ ਅਖਾੜੇ ਵਿੱਚ 27 ਅਪ੍ਰੈਲ ਨੂੰ ਕਰਵਾਇਆ ਜਾਵੇਗਾ ਚੌਥਾ ਵਿਸਾਖੀ ਮੇਲਾ [111,1255,673,1347]
photo-league-team [952,1186,1302,1316]
text-sukhi-col2: ਵੱਖ ਵਿਕਾਸ ਪ੍ਰੋਜੈਕਟਾਂ ਦਾ ਉਦਘਾਟਨ ਕਰਨ ਮੌਕੇ ਕੀਤਾ। ਉਨ੍ਹਾਂ ਕਿਹਾ ਕਿ ਇਸ ਮੁਹਿੰਮ ਦਾ ਮਕਸਦ ਸਰਕਾਰੀ ਸਕੂਲਾਂ ਨੂੰ ਨਿੱਜੀ ਸਕੂਲਾਂ ਦੇ ਬਰਾਬਰ ਲਿਆਉਣਾ ਹੈ। ਇਸ ਮੌਕੇ ਸਕੂਲਾਂ ਦੇ ਅਧਿਆਪਕਾਂ, ਵਿਦਿਆਰਥੀਆਂ ਅਤੇ ਪਿੰਡ ਵਾਸੀਆਂ ਨੇ ਡਾ. ਸੁੱਖੀ ਦਾ ਸਵਾਗਤ ਕੀਤਾ। [952,1778,1131,1914]
headline-calendar-release: ਵਿਸ਼ਵ ਬ੍ਰਾਹਮਣ ਪ੍ਰੀਸ਼ਦ ਵੱਲੋਂ ਕੈਲੰਡਰ ਜਾਰੀ [38,1603,529,1638]
text-pocso-col2: ਸਾਹਮਣਾ ਨਾ ਕਰਨਾ ਪਵੇ। ਉਨ੍ਹਾਂ ਬੱਚਿਆਂ ਨੂੰ ਪੋਕਸੋ ਐਕਟ ਤਹਿਤ ਜਿਨਸੀ ਸ਼ੋਸ਼ਣ ਤੋਂ ਬਚਾਅ ਲਈ ਜਾਣਕਾਰੀ ਦਿੱਤੀ ਅਤੇ ਚਾਈਲਡ ਹੈਲਪਲਾਈਨ ਨੰਬਰ 1098 ਬਾਰੇ ਦੱਸਿਆ। ਉਨ੍ਹਾਂ ਕਿਹਾ ਕਿ ਕਿਸੇ ਵੀ ਮੁਸ਼ਕਲ ਸਮੇਂ ਬੱਚੇ ਇਸ ਨੰਬਰ ਤੇ ਸੰਪਰਕ ਕਰ ਸਕਦੇ ਹਨ। [213,2190,388,2325]
text-mayor-col1: ਰਵਿੰਦਰ ਸਿੰਘ (ਪੰਜਾਬ ਮੰਡਰ ਬਿੱਟੂ) ਦੇ ਨਾਲ ਪਿੰਡ ਮੁਹਾਲੀ ਦਾ ਦੌਰਾ ਕੀਤਾ ਅਤੇ ਪਿੰਡ ਵਾਸੀਆਂ ਨੂੰ ਦਰਪੇਸ਼ ਸਮੱਸਿਆਵਾਂ ਦੇ ਹਲ ਦਾ ਭਰੋਸਾ ਦਿੱਤਾ। ਇਸ ਮੌਕੇ ਕੌਂਸਲਰ ਰਵਿੰਦਰ ਸਿੰਘ ਵਲੋਂ ਮੇਅਰ ਨੂੰ ਪਿੰਡ ਦੀਆਂ ਗਲੀਆਂ ਵਿਚਲੀ ਸੀਵਰੇਜ ਸਮੱਸਿਆ ਅਤੇ ਪੀਣ ਵਾਲੇ ਪਾਣੀ ਦੀ ਸਮੱਸਿਆ ਬਾਰੇ ਜਾਣਕਾਰੀ ਦਿੱਤੀ ਗਈ। [769,903,944,1055]
byline-mayor: ਐਸ ਏ ਐਸ ਨਗਰ, 22 ਅਪ੍ਰੈਲ (ਪੈਗਾਮ-ਏ-ਜਗਤ) [769,720,924,753]
text-pocso-col4: ਬੱਚਿਆਂ ਦੀ ਪੜ੍ਹਾਈ ਨੂੰ ਜਾਰੀ ਰੱਖਣ ਲਈ ਸਪਾਂਸਰਸ਼ਿਪ ਸਕੀਮ ਬਾਰੇ ਵੀ ਜਾਣਕਾਰੀ ਦਿੱਤੀ ਗਈ। ਇਸ ਮੌਕੇ ਸਕੂਲ ਦੇ ਅਧਿਆਪਕ ਅਤੇ ਵਿਭਾਗ ਦੇ ਕਰਮਚਾਰੀ ਹਾਜ਼ਰ ਸਨ। [579,2014,746,2098]
masthead [0,0,1523,107]
headline-pocso-awareness: ਬੱਚਿਆਂ ਨੂੰ ਬਾਲ ਅਧਿਕਾਰਾਂ ਅਤੇ ਪੋਕਸੋ ਐਕਟ ਸਬੰਧੀ ਕੀਤਾ ਜਾਗਰੂਕ [38,1963,673,1994]
headline-ghadar: ਗ਼ਦਰ ਪਾਰਟੀ ਸਥਾਪਨਾ ਦਿਵਸ ਸਮਾਗਮ : ਨਵੀਂ ਖੇਤੀ ਅਤੇ ਮੰਡੀਕਰਨ ਨੀਤੀ ਖਿਲਾਫ਼ ਲੋਕ ਘੋਲ 'ਤੇ ਜ਼ੋਰ [38,113,733,191]
